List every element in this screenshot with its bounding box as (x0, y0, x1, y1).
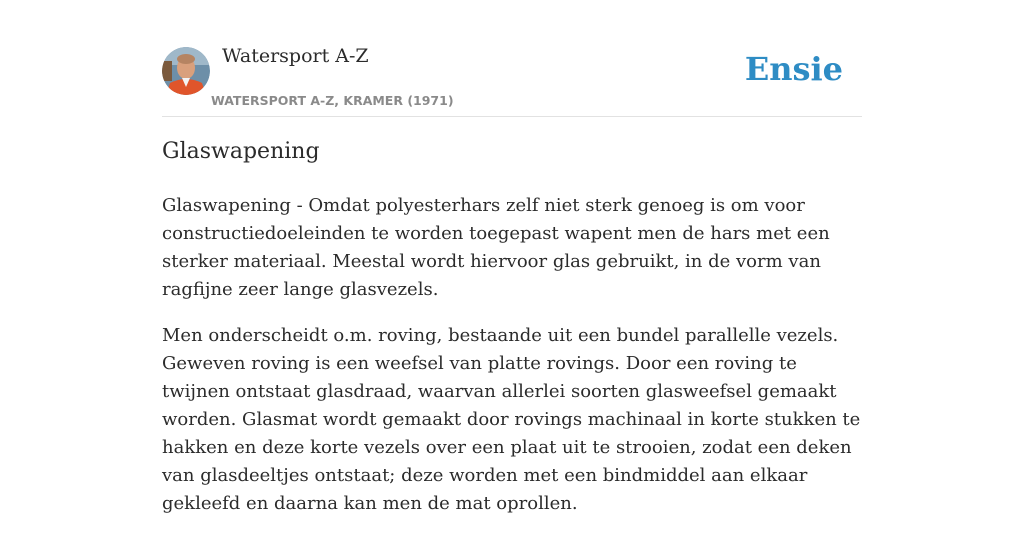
avatar-photo-icon (162, 47, 210, 95)
entry-paragraph: Men onderscheidt o.m. roving, bestaande uit een bundel parallelle vezels. Geweven roving is een weefsel van platte rovings. Door een roving te twijnen ontstaat glasdraad, waarvan allerlei soorten glasweefsel gemaakt worden. Glasmat wordt gemaakt door rovings machinaal in korte stukken te hakken en deze korte vezels over een plaat uit te strooien, zodat een deken van glasdeeltjes ontstaat; deze worden met een bindmiddel aan elkaar gekleefd en daarna kan men de mat oprollen. (162, 325, 861, 514)
entry-body (162, 192, 862, 536)
page (162, 0, 862, 512)
ensie-logo[interactable]: Ensie (744, 50, 843, 88)
page-title: Glaswapening (162, 139, 320, 164)
avatar[interactable] (162, 47, 210, 95)
author-name[interactable]: Watersport A-Z (222, 45, 369, 67)
entry-paragraph: Glaswapening - Omdat polyesterhars zelf niet sterk genoeg is om voor constructiedoeleinden te worden toegepast wapent men de hars met een sterker materiaal. Meestal wordt hiervoor glas gebruikt, in de vorm van ragfijne zeer lange glasvezels. (162, 195, 830, 300)
entry-header (162, 0, 862, 117)
source-label[interactable]: WATERSPORT A-Z, KRAMER (1971) (211, 93, 454, 108)
